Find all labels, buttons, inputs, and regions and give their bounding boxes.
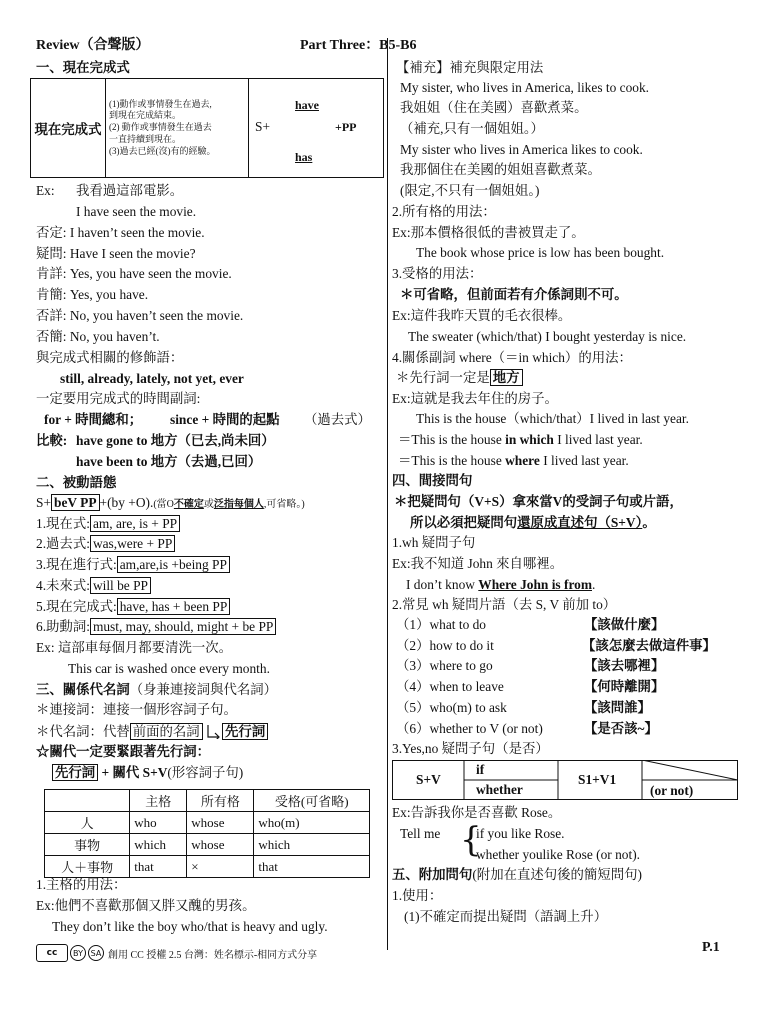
rel-header-cell: 所有格: [187, 790, 254, 812]
modifiers-title: 與完成式相關的修飾語：: [36, 350, 184, 365]
time-adverb-title: 一定要用完成式的時間副詞:: [36, 391, 201, 406]
yes-no-option-2: whether youlike Rose (or not).: [476, 847, 640, 862]
tense-item: [36, 557, 230, 572]
negative-example: 否定: I haven’t seen the movie.: [36, 225, 205, 240]
supplement-1-en: My sister, who lives in America, likes to cook.: [400, 80, 650, 95]
no-full-example: 否詳: No, you haven’t seen the movie.: [36, 308, 244, 323]
question-example: 疑問: Have I seen the movie?: [36, 246, 196, 261]
tense-label: 3.現在進行式:: [36, 557, 117, 572]
use-title: 1.使用：: [392, 888, 443, 903]
modifiers-words: still, already, lately, not yet, ever: [60, 371, 244, 386]
pp-def-1b: 到現在完成結束。: [109, 110, 182, 121]
passive-example-cn: Ex: 這部車每個月都要清洗一次。: [36, 640, 233, 655]
rel-table-row: [45, 856, 370, 878]
phrase-en: （4）when to leave: [396, 679, 504, 695]
supplement-2-cn: 我那個住在美國的姐姐喜歡煮菜。: [400, 162, 601, 177]
arrow-icon: [206, 723, 222, 739]
phrase-cn: 【該做什麼】: [584, 617, 665, 632]
adverb-example-cn: Ex:這就是我去年住的房子。: [392, 391, 558, 406]
yes-no-option-1: if you like Rose.: [476, 826, 565, 841]
section-3-heading: [36, 682, 277, 697]
section-2-title: 二、被動語態: [36, 475, 117, 490]
sa-icon: SA: [88, 945, 104, 961]
tense-item: [36, 599, 230, 614]
tense-item: [36, 578, 151, 593]
ex-en: I have seen the movie.: [76, 204, 197, 219]
adverb-example-2: [398, 432, 643, 447]
rel-table-cell: ×: [187, 856, 254, 878]
pp-label: 現在完成式: [31, 79, 106, 178]
subject-example-cn: Ex:他們不喜歡那個又胖又醜的男孩。: [36, 898, 256, 913]
column-divider: [387, 38, 388, 950]
tense-label: 1.現在式:: [36, 516, 90, 531]
rule-star: ☆關代一定要緊跟著先行詞：: [36, 744, 211, 759]
adverb-ex2-b: in which: [505, 432, 554, 447]
tense-label: 5.現在完成式:: [36, 599, 117, 614]
rel-header-cell: 主格: [130, 790, 187, 812]
yn-sv: S+V: [416, 772, 441, 787]
antecedent-box: 先行詞: [222, 723, 268, 740]
conjunction-note: ＊連接詞：連接一個形容詞子句。: [36, 702, 237, 717]
tense-label: 2.過去式:: [36, 536, 90, 551]
section-5-subtitle: (附加在直述句後的簡短問句): [472, 867, 642, 882]
section-4-title: 四、間接問句: [392, 473, 473, 488]
wh-ex-a: I don’t know: [406, 577, 479, 592]
tense-item: [36, 516, 180, 531]
adverb-note-label: ＊先行詞一定是: [396, 370, 490, 385]
pp-pp: +PP: [335, 120, 357, 134]
rule2-b: 還原成直述句（S+V）: [517, 515, 643, 530]
object-note: ＊可省略，但前面若有介係詞則不可。: [400, 287, 628, 302]
adverb-ex3-a: ＝This is the house: [398, 453, 506, 468]
tense-form: have, has + been PP: [117, 598, 231, 615]
present-perfect-table: [30, 78, 384, 178]
use-1: (1)不確定而提出疑問（語調上升）: [404, 909, 608, 924]
adverb-note: [396, 370, 523, 385]
rel-table-row: [45, 812, 370, 834]
wh-example-cn: Ex:我不知道 John 來自哪裡。: [392, 556, 564, 571]
passive-s: S+: [36, 495, 51, 510]
rel-table-cell: which: [254, 834, 370, 856]
pp-definitions: [106, 79, 249, 178]
passive-note-5: ,可省略。): [263, 499, 305, 510]
adverb-ex3-c: I lived last year.: [539, 453, 629, 468]
pp-def-3: (3)過去已經(沒)有的經驗。: [109, 145, 216, 156]
rel-table-cell: which: [130, 834, 187, 856]
adverb-example-1: This is the house（which/that）I lived in last year.: [416, 411, 689, 426]
phrase-en: （1）what to do: [396, 617, 487, 632]
wh-ex-c: .: [592, 577, 596, 592]
phrase-cn: 【該怎麼去做這件事】: [582, 637, 716, 653]
possessive-example-cn: Ex:那本價格很低的書被買走了。: [392, 225, 585, 240]
no-short-example: 否簡: No, you haven’t.: [36, 329, 160, 344]
formula-note: (形容詞子句): [167, 765, 244, 780]
yn-if: if: [476, 762, 485, 777]
subject-example-en: They don’t like the boy who/that is heavy and ugly.: [52, 919, 328, 934]
tense-form: am,are,is +being PP: [117, 556, 230, 573]
rel-table-cell: that: [130, 856, 187, 878]
compare-gone: have gone to 地方（已去,尚未回）: [76, 433, 275, 448]
rule2-a: 所以必須把疑問句: [410, 515, 518, 530]
tense-item: [36, 619, 276, 634]
yes-short-example: 肯簡: Yes, you have.: [36, 287, 149, 302]
phrase-en: （3）where to go: [396, 658, 493, 674]
tense-form: am, are, is + PP: [90, 515, 180, 532]
part-title: Part Three：B5-B6: [300, 38, 417, 53]
object-title: 3.受格的用法：: [392, 266, 483, 281]
rel-table-cell: whose: [187, 834, 254, 856]
phrase-en: （6）whether to V (or not): [396, 720, 543, 736]
passive-note-1: (當O: [153, 499, 174, 510]
adverb-place-box: 地方: [490, 369, 523, 386]
wh-title: 1.wh 疑問子句: [392, 535, 476, 550]
rel-header-row: [45, 790, 370, 812]
compare-label: 比較:: [36, 433, 68, 448]
supplement-1-note: （補充,只有一個姐姐。）: [400, 121, 544, 136]
yes-no-example-cn: Ex:告訴我你是否喜歡 Rose。: [392, 805, 562, 820]
wh-example-en: [406, 577, 595, 592]
license-text: 創用 CC 授權 2.5 台灣：姓名標示-相同方式分享: [108, 949, 318, 961]
pp-have: have: [295, 98, 319, 112]
pp-def-2: (2) 動作或事情發生在過去: [109, 122, 212, 133]
passive-note-3: 或: [203, 499, 214, 510]
rel-table-cell: who: [130, 812, 187, 834]
passive-note-2: 不確定: [173, 499, 204, 510]
formula-relative: + 關代 S+V: [101, 765, 168, 780]
adverb-example-3: [398, 453, 629, 468]
rel-table-cell: that: [254, 856, 370, 878]
yn-or-not: (or not): [650, 783, 694, 798]
pp-s: S+: [255, 119, 270, 134]
passive-formula: [36, 495, 305, 511]
phrase-title: 2.常見 wh 疑問片語（去 S, V 前加 to）: [392, 597, 617, 612]
rel-header-cell: 受格(可省略): [254, 790, 370, 812]
compare-been: have been to 地方（去過,已回）: [76, 454, 262, 469]
adverb-title: 4.關係副詞 where（＝in which）的用法：: [392, 350, 632, 365]
tense-item: [36, 536, 175, 551]
cc-icon: cc: [36, 944, 68, 962]
pronoun-label: ＊代名詞：代替: [36, 724, 130, 739]
rel-table-cell: 人＋事物: [45, 856, 130, 878]
object-example-en: The sweater (which/that) I bought yesterday is nice.: [408, 329, 687, 344]
section-5-title: 五、附加問句: [392, 867, 473, 882]
by-icon: BY: [70, 945, 86, 961]
ex-label: Ex:: [36, 183, 55, 198]
possessive-title: 2.所有格的用法：: [392, 204, 496, 219]
phrase-en: （5）who(m) to ask: [396, 699, 507, 715]
rel-table-cell: who(m): [254, 812, 370, 834]
yes-no-title: 3.Yes,no 疑問子句（是否）: [392, 741, 549, 756]
cc-license-badge: [36, 944, 317, 962]
tense-form: must, may, should, might + be PP: [90, 618, 276, 635]
tell-me: Tell me: [400, 826, 441, 841]
time-since-note: （過去式）: [304, 412, 371, 427]
phrase-cn: 【是否該~】: [584, 720, 658, 736]
relative-formula: [52, 765, 243, 780]
supplement-1-cn: 我姐姐（住在美國）喜歡煮菜。: [400, 100, 588, 115]
phrase-cn: 【該去哪裡】: [584, 658, 665, 674]
rel-body: [45, 812, 370, 878]
phrase-en: （2）how to do it: [396, 637, 494, 653]
tense-label: 6.助動詞:: [36, 619, 90, 634]
yn-whether: whether: [476, 782, 523, 797]
possessive-example-en: The book whose price is low has been bought.: [416, 245, 665, 260]
doc-title: Review（合聲版）: [36, 38, 150, 53]
passive-by: +(by +O).: [99, 495, 154, 510]
rel-table-row: [45, 834, 370, 856]
rel-table-cell: 人: [45, 812, 130, 834]
rel-table-cell: whose: [187, 812, 254, 834]
relative-pronoun-table: [44, 789, 370, 878]
formula-antecedent: 先行詞: [52, 764, 98, 781]
section-5-heading: [392, 867, 642, 882]
section-3-title: 三、關係代名詞: [36, 682, 130, 697]
tense-form: was,were + PP: [90, 535, 175, 552]
pp-def-1: (1)動作或事情發生在過去,: [109, 98, 212, 109]
page-number: P.1: [702, 940, 720, 955]
rel-header-cell: [45, 790, 130, 812]
pp-def-2b: 一直持續到現在。: [109, 133, 182, 144]
pronoun-note: [36, 723, 268, 739]
ex-cn: 我看過這部電影。: [76, 183, 184, 198]
rule2-c: 。: [642, 515, 656, 530]
passive-example-en: This car is washed once every month.: [68, 661, 270, 676]
wh-ex-b: Where John is from: [478, 577, 592, 592]
time-for: for + 時間總和；: [44, 412, 143, 427]
supplement-2-note: (限定,不只有一個姐姐。): [400, 183, 540, 198]
passive-bev: beV PP: [51, 494, 100, 511]
pp-formula: [249, 79, 384, 178]
adverb-ex2-a: ＝This is the house: [398, 432, 506, 447]
section-4-rule-1: ＊把疑問句（V+S）拿來當V的受詞子句或片語，: [394, 494, 683, 509]
section-1-title: 一、現在完成式: [36, 60, 130, 75]
passive-note-4: 泛指每個人: [213, 499, 264, 510]
pp-has: has: [295, 150, 313, 164]
section-3-subtitle: （身兼連接詞與代名詞）: [129, 682, 278, 697]
section-4-rule-2: [410, 515, 656, 530]
time-since: since + 時間的起點: [170, 412, 280, 427]
yes-no-table: [392, 760, 738, 800]
yes-full-example: 肯詳: Yes, you have seen the movie.: [36, 266, 232, 281]
tense-label: 4.未來式:: [36, 578, 90, 593]
tense-form: will be PP: [90, 577, 151, 594]
phrase-cn: 【何時離開】: [584, 679, 665, 695]
phrase-cn: 【該問誰】: [584, 699, 651, 715]
supplement-2-en: My sister who lives in America likes to cook.: [400, 142, 643, 157]
subject-use-title: 1.主格的用法：: [36, 877, 127, 892]
adverb-ex3-b: where: [505, 453, 540, 468]
yn-s1v1: S1+V1: [578, 772, 617, 787]
brace-icon: {: [460, 820, 482, 860]
pronoun-box: 前面的名詞: [130, 723, 203, 740]
supplement-title: 【補充】補充與限定用法: [396, 60, 544, 75]
adverb-ex2-c: I lived last year.: [553, 432, 643, 447]
object-example-cn: Ex:這件我昨天買的毛衣很棒。: [392, 308, 572, 323]
rel-table-cell: 事物: [45, 834, 130, 856]
